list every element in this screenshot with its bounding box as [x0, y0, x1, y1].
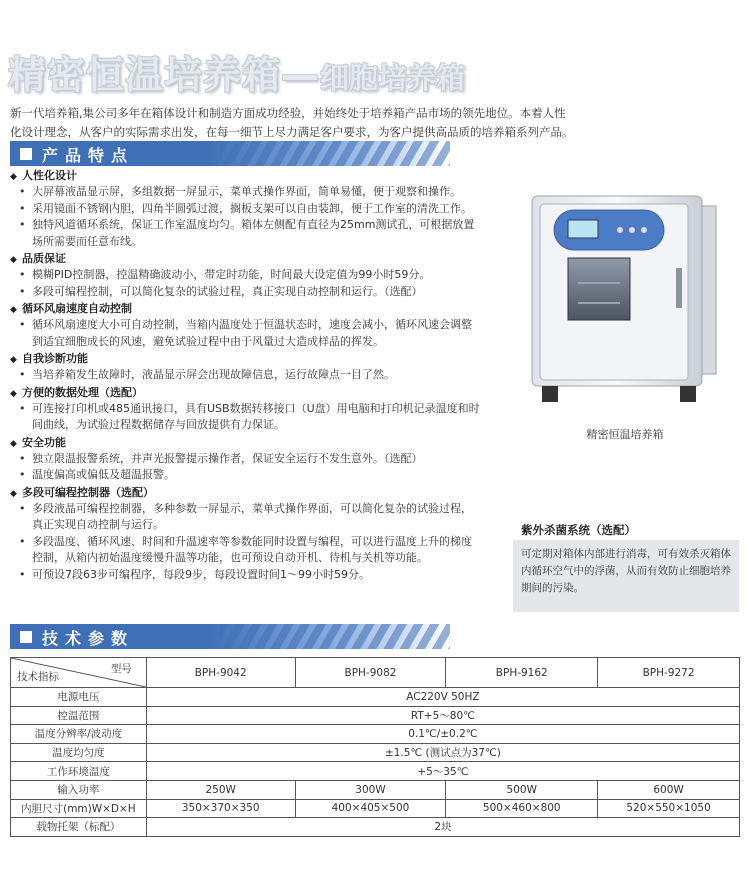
bullet-icon: •	[19, 501, 26, 515]
uv-line: 期间的污染。	[521, 582, 584, 594]
spec-value: 500W	[446, 780, 598, 799]
diamond-icon: ◆	[10, 438, 17, 449]
page-title-sub: 细胞培养箱	[320, 61, 466, 95]
spec-row	[11, 762, 740, 781]
spec-value: ±1.5℃ (测试点为37℃)	[146, 743, 739, 762]
page-title	[8, 44, 465, 99]
spec-value: 250W	[146, 780, 295, 799]
spec-value: RT+5～80℃	[146, 706, 739, 725]
spec-header-row	[11, 658, 740, 688]
spec-label: 工作环境温度	[11, 762, 147, 781]
intro-line: 化设计理念，从客户的实际需求出发，在每一细节上尽力满足客户要求，为客户提供高品质的培养箱系列产品。	[10, 125, 574, 139]
feature-item-text: 多段液晶可编程控制器，多种参数一屏显示，菜单式操作界面，可以简化复杂的试验过程，	[32, 501, 472, 515]
spec-row-size	[11, 799, 740, 818]
spec-row	[11, 743, 740, 762]
photo-caption: 精密恒温培养箱	[586, 428, 664, 441]
diamond-icon: ◆	[10, 255, 17, 265]
feature-item-text: 循环风扇速度大小可自动控制，当箱内温度处于恒温状态时，速度会减小，循环风速会调整	[32, 318, 472, 331]
feature-item	[10, 451, 520, 468]
feature-item	[10, 184, 520, 201]
feature-item	[10, 401, 520, 418]
bullet-icon: •	[19, 451, 26, 465]
spec-table	[10, 657, 740, 837]
spec-value: 300W	[295, 780, 446, 799]
feature-heading	[10, 250, 520, 267]
feature-item-text: 采用镜面不锈钢内胆，四角半圆弧过渡，搁板支架可以自由装卸，便于工作室的清洗工作。	[32, 201, 472, 215]
section-title-features: 产品特点	[42, 146, 135, 165]
spec-label: 内胆尺寸(mm)W×D×H	[11, 799, 147, 818]
feature-heading	[10, 300, 520, 317]
spec-value: 520×550×1050	[598, 799, 740, 818]
feature-item	[10, 567, 520, 584]
diamond-icon: ◆	[10, 305, 17, 315]
spec-label: 电源电压	[11, 688, 147, 707]
model-header: BPH-9272	[598, 658, 740, 688]
model-header: BPH-9042	[146, 658, 295, 688]
section-band-specs	[10, 624, 450, 649]
feature-item	[10, 417, 520, 434]
feature-item-text: 多段可编程控制，可以简化复杂的试验过程，真正实现自动控制和运行。（选配）	[32, 284, 423, 298]
feature-item	[10, 517, 520, 534]
spec-value: 2块	[146, 818, 739, 837]
corner-model-label: 型号	[110, 663, 132, 675]
model-header: BPH-9162	[446, 658, 598, 688]
bullet-icon: •	[19, 368, 26, 381]
bullet-icon: •	[19, 185, 26, 198]
spec-value: 600W	[598, 780, 740, 799]
spec-row	[11, 706, 740, 725]
bullet-icon: •	[19, 401, 26, 415]
band-square-icon	[20, 148, 32, 160]
bullet-icon: •	[19, 318, 26, 331]
feature-heading	[10, 167, 520, 184]
feature-item-text: 多段温度、循环风速、时间和升温速率等参数能同时设置与编程，可以进行温度上升的梯度	[32, 534, 472, 548]
feature-heading	[10, 484, 520, 501]
spec-value: 350×370×350	[146, 799, 295, 818]
feature-heading-text: 多段可编程控制器（选配）	[22, 485, 154, 499]
feature-item	[10, 334, 520, 351]
spec-row-shelf	[11, 818, 740, 837]
diamond-icon: ◆	[10, 355, 17, 365]
feature-item-text: 控制，从箱内初始温度缓慢升温等功能，也可预设自动开机、待机与关机等功能。	[32, 551, 428, 564]
feature-heading-text: 人性化设计	[22, 169, 77, 182]
incubator-photo	[520, 188, 730, 418]
feature-item-text: 间曲线，为试验过程数据储存与回放提供有力保证。	[32, 418, 285, 431]
feature-item-text: 真正实现自动控制与运行。	[32, 518, 164, 531]
spec-label: 控温范围	[11, 706, 147, 725]
bullet-icon: •	[19, 534, 26, 548]
spec-corner-cell	[11, 658, 147, 688]
uv-title: 紫外杀菌系统（选配）	[521, 523, 636, 537]
bullet-icon: •	[19, 268, 26, 281]
bullet-icon: •	[19, 284, 26, 298]
feature-item	[10, 201, 520, 218]
band-stripes	[220, 141, 450, 166]
section-band-features	[10, 141, 450, 166]
band-stripes	[220, 624, 450, 649]
bullet-icon: •	[19, 468, 26, 481]
feature-heading-text: 方便的数据处理（选配）	[22, 385, 143, 399]
page-title-main: 精密恒温培养箱—	[8, 53, 321, 97]
feature-heading-text: 安全功能	[22, 435, 66, 449]
spec-value: 400×405×500	[295, 799, 446, 818]
corner-spec-label: 技术指标	[17, 671, 59, 683]
band-square-icon	[20, 631, 32, 643]
spec-value: 500×460×800	[446, 799, 598, 818]
diamond-icon: ◆	[10, 388, 17, 399]
diamond-icon: ◆	[10, 172, 17, 182]
feature-item	[10, 267, 520, 284]
feature-heading-text: 自我诊断功能	[22, 352, 88, 365]
feature-item	[10, 234, 520, 251]
section-title-specs: 技术参数	[42, 629, 135, 648]
feature-item-text: 可预设7段63步可编程序，每段9步，每段设置时间1～99小时59分。	[32, 567, 370, 581]
feature-item	[10, 367, 520, 384]
bullet-icon: •	[19, 218, 26, 231]
feature-item-text: 场所需要而任意布线。	[32, 234, 142, 248]
spec-label: 温度分辨率/波动度	[11, 725, 147, 744]
spec-row-power	[11, 780, 740, 799]
spec-row	[11, 725, 740, 744]
uv-line: 可定期对箱体内部进行消毒，可有效杀灭箱体	[521, 548, 731, 560]
feature-heading-text: 品质保证	[22, 252, 66, 265]
intro-paragraph	[10, 104, 595, 142]
diamond-icon: ◆	[10, 488, 17, 499]
features-list	[10, 167, 520, 583]
feature-item	[10, 550, 520, 567]
feature-item	[10, 317, 520, 334]
spec-row	[11, 688, 740, 707]
feature-item-text: 到适宜细胞成长的风速，避免试验过程中由于风量过大造成样品的挥发。	[32, 334, 384, 348]
feature-item-text: 大屏幕液晶显示屏，多组数据一屏显示，菜单式操作界面，简单易懂，便于观察和操作。	[32, 185, 461, 198]
spec-value: +5～35℃	[146, 762, 739, 781]
feature-item-text: 当培养箱发生故障时，液晶显示屏会出现故障信息，运行故障点一目了然。	[32, 368, 395, 381]
spec-value: AC220V 50HZ	[146, 688, 739, 707]
feature-heading-text: 循环风扇速度自动控制	[22, 302, 132, 315]
spec-label: 输入功率	[11, 780, 147, 799]
bullet-icon: •	[19, 201, 26, 215]
feature-heading	[10, 434, 520, 451]
spec-value: 0.1℃/±0.2℃	[146, 725, 739, 744]
feature-item	[10, 284, 520, 301]
feature-heading	[10, 350, 520, 367]
feature-item-text: 独立限温报警系统，并声光报警提示操作者，保证安全运行不发生意外。（选配）	[32, 451, 423, 465]
feature-item-text: 温度偏高或偏低及超温报警。	[32, 468, 175, 481]
uv-description	[513, 540, 739, 612]
uv-line: 内循环空气中的浮菌，从而有效防止细胞培养	[521, 565, 731, 577]
spec-label: 温度均匀度	[11, 743, 147, 762]
model-header: BPH-9082	[295, 658, 446, 688]
feature-item-text: 独特风道循环系统，保证工作室温度均匀。箱体左侧配有直径为25mm测试孔，可根据放置	[32, 218, 475, 231]
feature-item	[10, 217, 520, 234]
feature-item	[10, 467, 520, 484]
spec-label: 载物托架（标配）	[11, 818, 147, 837]
feature-heading	[10, 384, 520, 401]
feature-item	[10, 501, 520, 518]
feature-item-text: 模糊PID控制器，控温精确波动小，带定时功能，时间最大设定值为99小时59分。	[32, 268, 431, 281]
feature-item-text: 可连接打印机或485通讯接口，具有USB数据转移接口（U盘）用电脑和打印机记录温度和时	[32, 401, 480, 415]
feature-item	[10, 534, 520, 551]
intro-line: 新一代培养箱,集公司多年在箱体设计和制造方面成功经验，并始终处于培养箱产品市场的领先地位。本着人性	[10, 106, 566, 120]
bullet-icon: •	[19, 567, 26, 581]
